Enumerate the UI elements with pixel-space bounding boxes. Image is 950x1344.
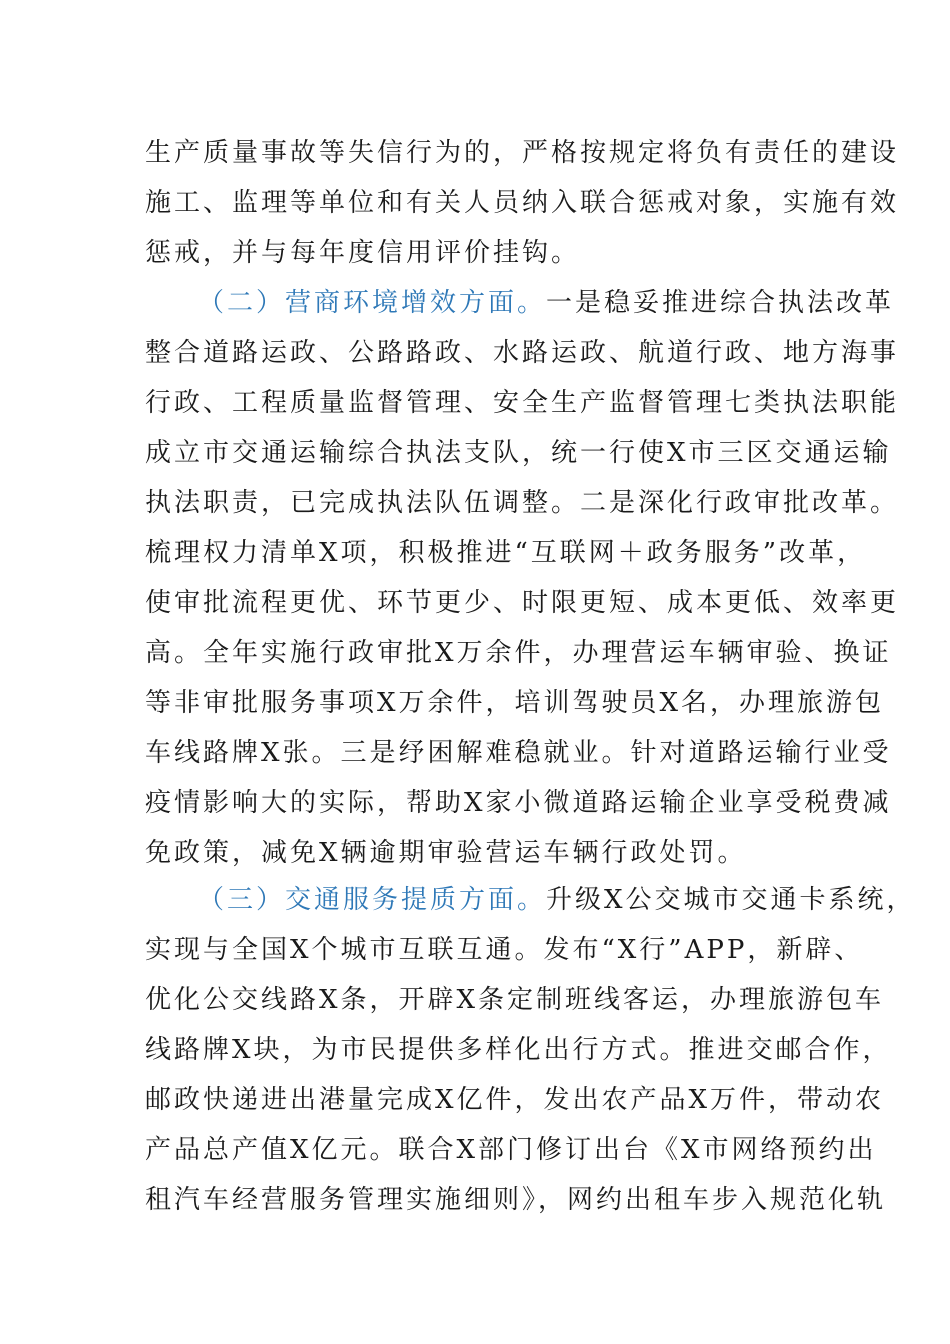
text-line: 梳理权力清单X项，积极推进“互联网＋政务服务”改革， [145, 538, 867, 568]
paragraph-two-first-line [198, 278, 895, 328]
text-line: 行政、工程质量监督管理、安全生产监督管理七类执法职能 [145, 388, 900, 418]
text-line: 实现与全国X个城市互联互通。发布“X行”APP，新辟、 [145, 935, 864, 965]
paragraph-three-first-line [198, 875, 916, 925]
text-line: 成立市交通运输综合执法支队，统一行使X市三区交通运输 [145, 438, 892, 468]
text-line: 线路牌X块，为市民提供多样化出行方式。推进交邮合作， [145, 1035, 892, 1065]
text-line: 使审批流程更优、环节更少、时限更短、成本更低、效率更 [145, 588, 900, 618]
text-line: 优化公交线路X条，开辟X条定制班线客运，办理旅游包车 [145, 985, 885, 1015]
text-line: 施工、监理等单位和有关人员纳入联合惩戒对象，实施有效 [145, 188, 900, 218]
text-line: 等非审批服务事项X万余件，培训驾驶员X名，办理旅游包 [145, 688, 885, 718]
text-segment: 一是稳妥推进综合执法改革 [546, 288, 895, 318]
section-heading-transport-service: （三）交通服务提质方面。 [198, 885, 547, 915]
text-line: 产品总产值X亿元。联合X部门修订出台《X市网络预约出 [145, 1135, 877, 1165]
text-line: 邮政快递进出港量完成X亿件，发出农产品X万件，带动农 [145, 1085, 885, 1115]
text-line: 高。全年实施行政审批X万余件，办理营运车辆审验、换证 [145, 638, 892, 668]
text-line: 免政策，减免X辆逾期审验营运车辆行政处罚。 [145, 838, 747, 868]
text-line: 整合道路运政、公路路政、水路运政、航道行政、地方海事 [145, 338, 900, 368]
text-line: 执法职责，已完成执法队伍调整。二是深化行政审批改革。 [145, 488, 900, 518]
text-line: 生产质量事故等失信行为的，严格按规定将负有责任的建设 [145, 138, 900, 168]
text-line: 租汽车经营服务管理实施细则》，网约出租车步入规范化轨 [145, 1185, 887, 1215]
text-line: 惩戒，并与每年度信用评价挂钩。 [145, 238, 581, 268]
text-line: 疫情影响大的实际，帮助X家小微道路运输企业享受税费减 [145, 788, 892, 818]
text-line: 车线路牌X张。三是纾困解难稳就业。针对道路运输行业受 [145, 738, 892, 768]
text-segment: 升级X公交城市交通卡系统， [546, 885, 916, 915]
section-heading-business-environment: （二）营商环境增效方面。 [198, 288, 547, 318]
